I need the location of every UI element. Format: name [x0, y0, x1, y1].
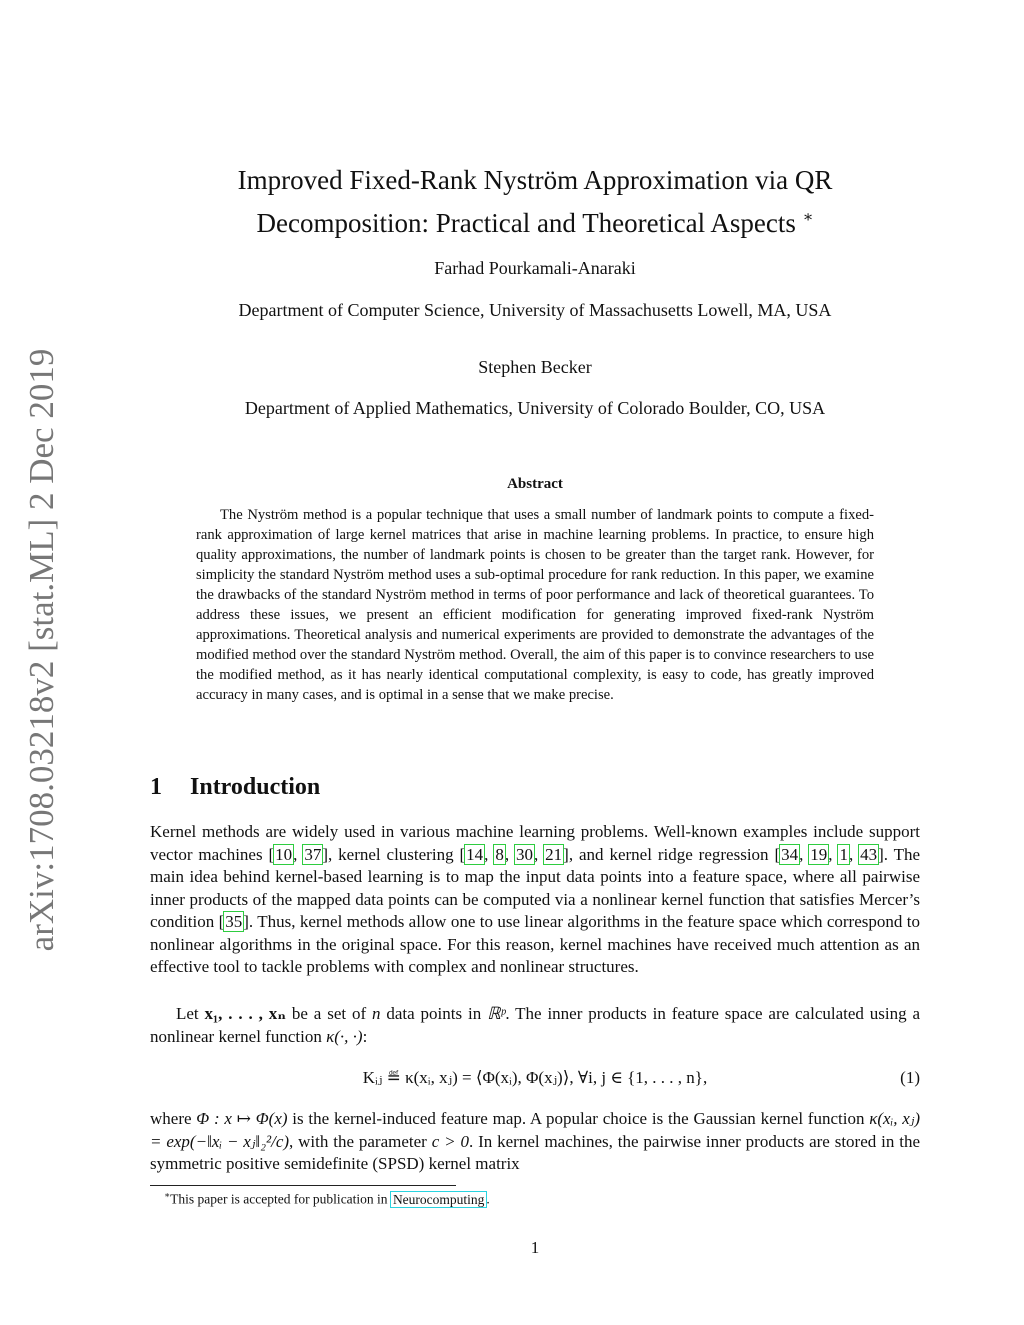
citation-link[interactable]: 37	[304, 844, 322, 864]
title-line-1: Improved Fixed-Rank Nyström Approximation via QR	[237, 165, 833, 195]
footnote: ∗This paper is accepted for publication in Neurocomputing .	[164, 1190, 490, 1207]
section-number: 1	[150, 774, 162, 800]
title-line-2: Decomposition: Practical and Theoretical Aspects ∗	[256, 208, 814, 238]
neurocomputing-link[interactable]: Neurocomputing	[392, 1191, 485, 1207]
citation-link[interactable]: 10	[275, 844, 293, 864]
section-heading-introduction	[150, 774, 320, 801]
title-footnote-mark[interactable]: ∗	[802, 209, 814, 226]
page-number: 1	[530, 1238, 540, 1257]
equation-body: Kᵢⱼ ≝ κ(xᵢ, xⱼ) = ⟨Φ(xᵢ), Φ(xⱼ)⟩, ∀i, j ∈ {1, . . . , n},	[362, 1068, 708, 1087]
intro-paragraph-3: where Φ : x ↦ Φ(x) is the kernel-induced feature map. A popular choice is the Gaussian kernel function κ(xᵢ, xⱼ) = exp(−‖xᵢ − xⱼ‖₂²/c), with the parameter c > 0. In kernel machines, the pairwise inner products are stored in the symmetric positive semidefinite (SPSD) kernel matrix	[150, 1109, 920, 1173]
intro-paragraph-1: Kernel methods are widely used in various machine learning problems. Well-known examples include support vector machines [10, 37], kernel clustering [14, 8, 30, 21], and kernel ridge regression [34, 19, 1, 43]. The main idea behind kernel-based learning is to map the input data points into a feature space, where all pairwise inner products of the mapped data points can be computed via a nonlinear kernel function that satisfies Mercer’s condition [35]. Thus, kernel methods allow one to use linear algorithms in the feature space which correspond to nonlinear algorithms in the original space. For this reason, kernel machines have received much attention as an effective tool to tackle problems with complex and nonlinear structures.	[150, 822, 921, 976]
paper-title	[150, 162, 920, 242]
author-1: Farhad Pourkamali-Anaraki	[434, 258, 636, 278]
citation-link[interactable]: 8	[495, 844, 504, 864]
citation-link[interactable]: 14	[466, 844, 484, 864]
equation-number: (1)	[900, 1068, 920, 1087]
section-title: Introduction	[190, 774, 321, 800]
intro-paragraph-2: Let x₁, . . . , xₙ be a set of n data points in ℝᵖ. The inner products in feature space are calculated using a nonlinear kernel function κ(·, ·):	[150, 1004, 921, 1046]
citation-link[interactable]: 1	[839, 844, 848, 864]
citation-link[interactable]: 34	[781, 844, 799, 864]
affiliation-2: Department of Applied Mathematics, University of Colorado Boulder, CO, USA	[244, 398, 826, 418]
arxiv-sidebar-stamp: arXiv:1708.03218v2 [stat.ML] 2 Dec 2019	[22, 348, 61, 952]
author-2: Stephen Becker	[478, 357, 592, 377]
equation-1	[150, 1068, 920, 1092]
affiliation-1: Department of Computer Science, University of Massachusetts Lowell, MA, USA	[238, 300, 832, 320]
citation-link[interactable]: 19	[810, 844, 828, 864]
citation-link[interactable]: 35	[225, 912, 243, 931]
footnote-rule	[150, 1185, 456, 1186]
citation-link[interactable]: 21	[545, 844, 563, 864]
abstract-text: The Nyström method is a popular technique that uses a small number of landmark points to compute a fixed-rank approximation of large kernel matrices that arise in machine learning problems. In practice, to ensure high quality approximations, the number of landmark points is chosen to be greater than the target rank. However, for simplicity the standard Nyström method uses a sub-optimal procedure for rank reduction. In this paper, we examine the drawbacks of the standard Nyström method in terms of poor performance and lack of theoretical guarantees. To address these issues, we present an efficient modification for generating improved fixed-rank Nyström approximations. Theoretical analysis and numerical experiments are provided to demonstrate the advantages of the modified method over the standard Nyström method. Overall, the aim of this paper is to convince researchers to use the modified method, as it has nearly identical computational complexity, is easy to code, has greatly improved accuracy in many cases, and is optimal in a sense that we make precise.	[196, 507, 874, 703]
abstract-heading: Abstract	[507, 476, 563, 492]
citation-link[interactable]: 43	[860, 844, 878, 864]
citation-link[interactable]: 30	[516, 844, 533, 864]
